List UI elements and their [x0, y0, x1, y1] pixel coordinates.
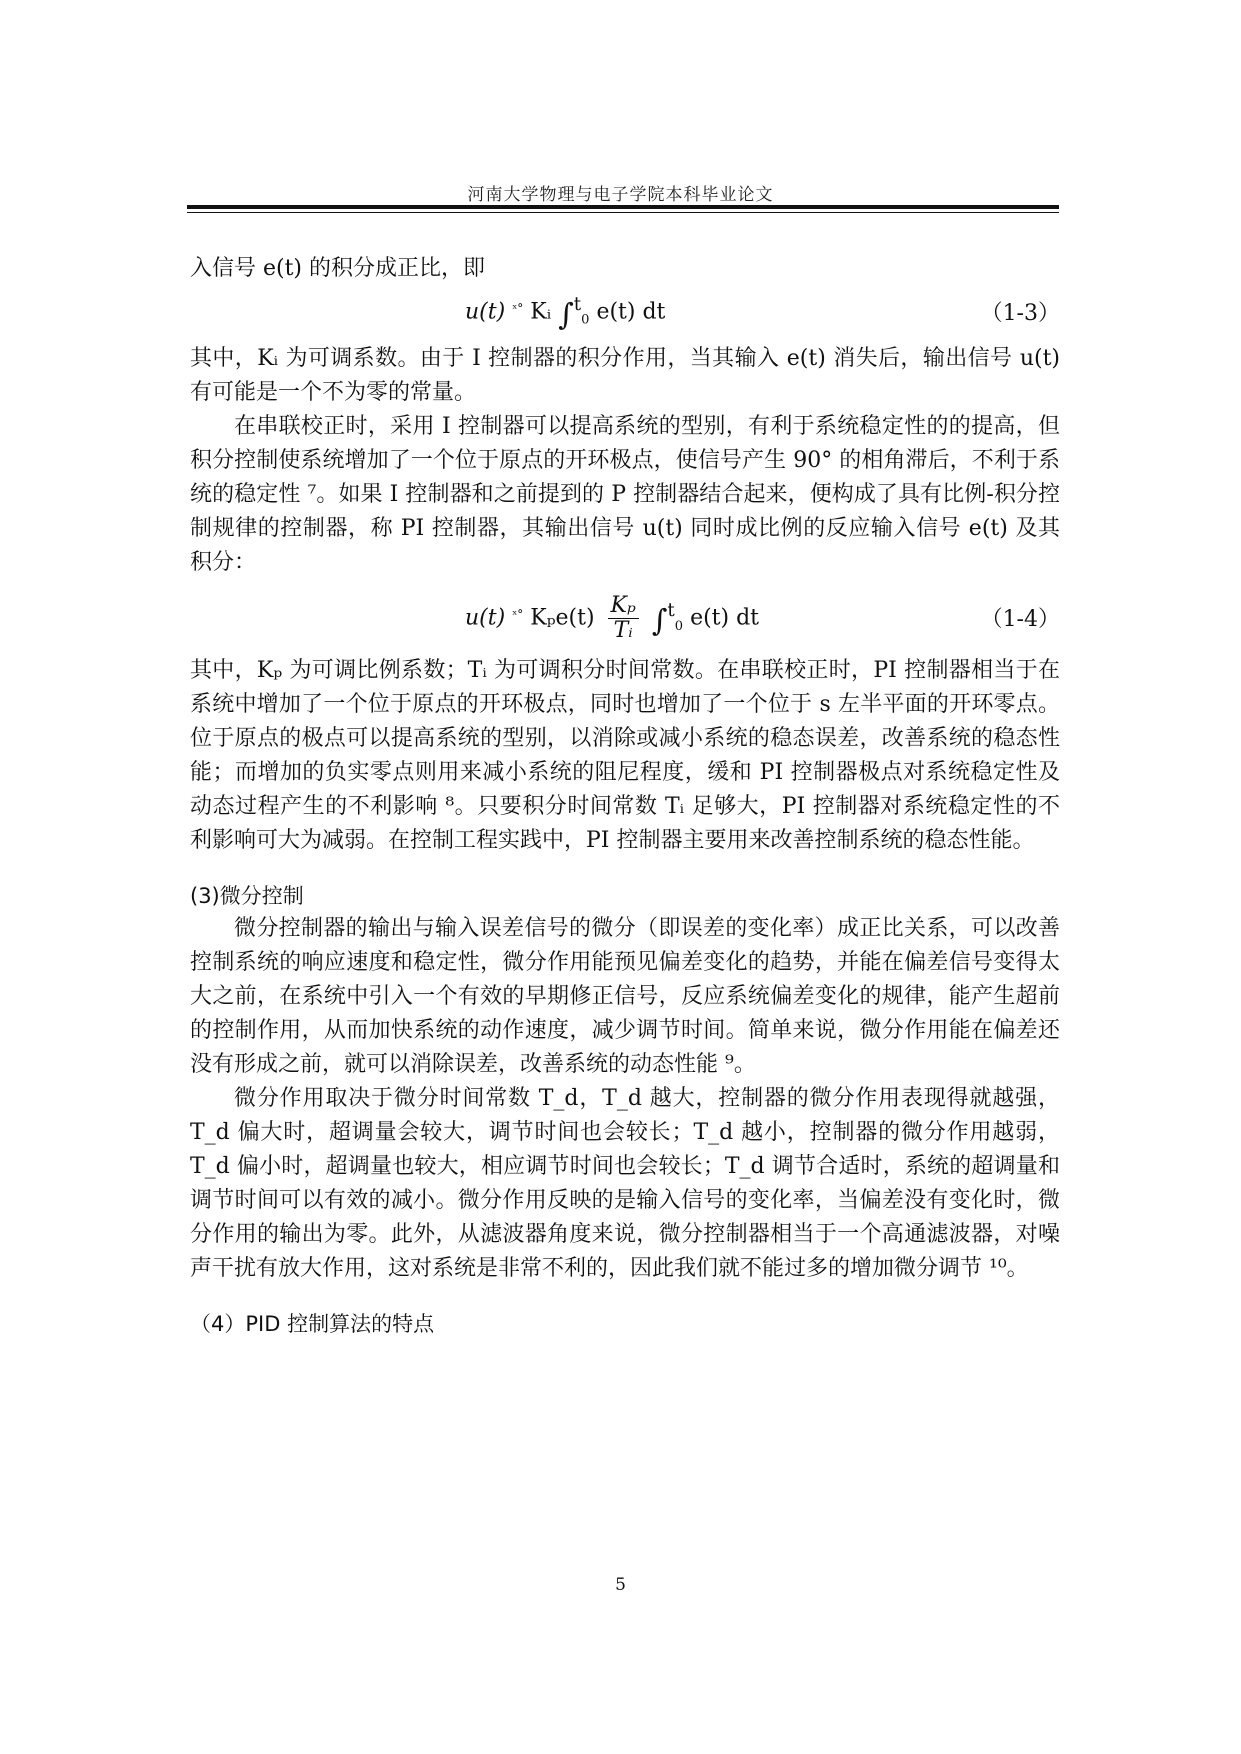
eq1-equals-glyph: ˣ° [512, 301, 524, 316]
eq1-lhs: u(t) [465, 299, 506, 325]
paragraph-derivative-2: 微分作用取决于微分时间常数 T_d，T_d 越大，控制器的微分作用表现得就越强，T_d 偏大时，超调量会较大，调节时间也会较长；T_d 越小，控制器的微分作用越弱，T_d 偏小时，超调量也较大，相应调节时间也会较长；T_d 调节合适时，系统的超调量和调节时间可以有效的减小。微分作用反映的是输入信号的变化率，当偏差没有变化时，微分作用的输出为零。此外，从滤波器角度来说，微分控制器相当于一个高通滤波器，对噪声干扰有放大作用，这对系统是非常不利的，因此我们就不能过多的增加微分调节 ¹⁰。 [190, 1086, 1060, 1281]
running-header: 河南大学物理与电子学院本科毕业论文 [467, 185, 774, 205]
equation-number-1-4: （1-4） [980, 607, 1060, 632]
eq2-integrand: e(t) dt [690, 605, 760, 631]
eq2-equals-glyph: ˣ° [512, 607, 524, 622]
paragraph-pi-controller: 其中，Kₚ 为可调比例系数；Tᵢ 为可调积分时间常数。在串联校正时，PI 控制器相当于在系统中增加了一个位于原点的开环极点，同时也增加了一个位于 s 左半平面的开环零点。位于原点的极点可以提高系统的型别，以消除或减小系统的稳态误差，改善系统的稳态性能；而增加的负实零点则用来减小系统的阻尼程度，缓和 PI 控制器极点对系统稳定性及动态过程产生的不利影响 ⁸。只要积分时间常数 Tᵢ 足够大，PI 控制器对系统稳定性的不利影响可大为减弱。在控制工程实践中，PI 控制器主要用来改善控制系统的稳态性能。 [190, 658, 1060, 853]
paragraph-ki: 其中，Kᵢ 为可调系数。由于 I 控制器的积分作用，当其输入 e(t) 消失后，输出信号 u(t) 有可能是一个不为零的常量。 [190, 346, 1060, 405]
equation-1-4 [190, 580, 1060, 654]
equation-number-1-3: （1-3） [980, 301, 1060, 326]
header-rule-thin [187, 212, 1059, 213]
section-heading-derivative: (3)微分控制 [190, 884, 304, 908]
eq2-int-lower: 0 [674, 618, 684, 634]
section-heading-pid: （4）PID 控制算法的特点 [190, 1312, 435, 1336]
page-body [190, 252, 1060, 1340]
integral-sign: ∫ [558, 297, 574, 333]
eq2-proportional-term: Kₚe(t) [530, 605, 595, 631]
eq2-fraction [608, 594, 639, 643]
eq2-fraction-numerator: Kₚ [608, 594, 639, 619]
eq2-lhs: u(t) [465, 605, 506, 631]
page-number: 5 [615, 1575, 626, 1595]
header-rule-thick [187, 205, 1059, 209]
paragraph-derivative-1: 微分控制器的输出与输入误差信号的微分（即误差的变化率）成正比关系，可以改善控制系统的响应速度和稳定性，微分作用能预见偏差变化的趋势，并能在偏差信号变得太大之前，在系统中引入一个有效的早期修正信号，反应系统偏差变化的规律，能产生超前的控制作用，从而加快系统的动作速度，减少调节时间。简单来说，微分作用能在偏差还没有形成之前，就可以消除误差，改善系统的动态性能 ⁹。 [190, 916, 1060, 1077]
eq1-coefficient: Kᵢ [530, 299, 552, 325]
paragraph-intro: 入信号 e(t) 的积分成正比，即 [190, 256, 486, 281]
eq1-integrand: e(t) dt [596, 299, 666, 325]
eq2-int-upper: t [667, 600, 675, 622]
eq2-fraction-denominator: Tᵢ [613, 618, 633, 643]
integral-sign: ∫ [651, 603, 668, 639]
eq1-int-lower: 0 [581, 312, 590, 328]
eq1-int-upper: t [573, 294, 582, 315]
paragraph-series-correction: 在串联校正时，采用 I 控制器可以提高系统的型别，有利于系统稳定性的的提高，但积分控制使系统增加了一个位于原点的开环极点，使信号产生 90° 的相角滞后，不利于系统的稳定性 ⁷。如果 I 控制器和之前提到的 P 控制器结合起来，便构成了具有比例-积分控制规律的控制器，称 PI 控制器，其输出信号 u(t) 同时成比例的反应输入信号 e(t) 及其积分： [190, 414, 1060, 575]
equation-1-3 [190, 286, 1060, 342]
